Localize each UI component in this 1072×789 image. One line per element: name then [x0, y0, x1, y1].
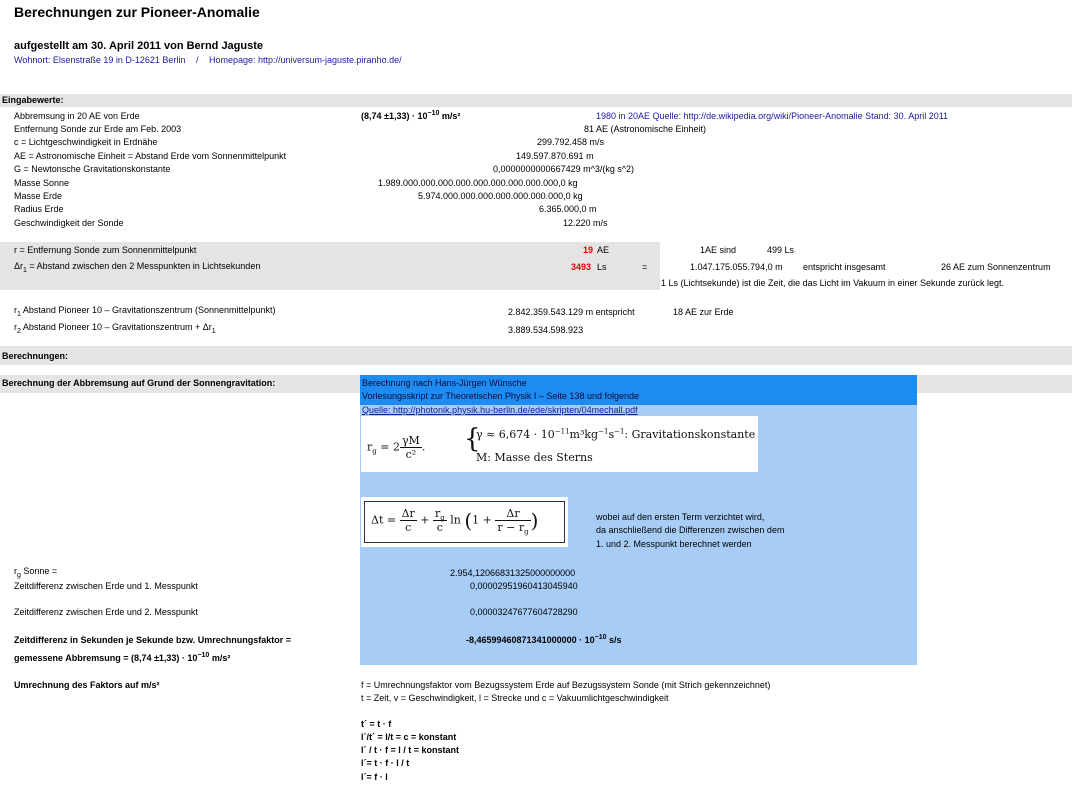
dt-term3	[495, 507, 530, 537]
address-text: Wohnort: Elsenstraße 19 in D-12621 Berlin	[14, 55, 186, 65]
gamma-exp3: −1	[614, 427, 625, 436]
ae-sind-value: 499 Ls	[767, 245, 795, 255]
calc-band	[0, 346, 1072, 365]
input-label-radius-erde: Radius Erde	[14, 204, 64, 214]
dt-plus: +	[416, 513, 433, 527]
ls-note: 1 Ls (Lichtsekunde) ist die Zeit, die das Licht im Vakuum in einer Sekunde zurück legt.	[661, 278, 1005, 288]
rg-symbol-sub: g	[372, 447, 377, 456]
r2-label	[14, 322, 216, 333]
dt-t1-num: Δr	[401, 507, 415, 520]
rg-symbol: r	[367, 440, 373, 454]
gamma-s: s	[608, 428, 615, 441]
dr-sub: 1	[23, 266, 27, 274]
dt-t1-den: c	[405, 521, 412, 534]
note-line1: wobei auf den ersten Term verzichtet wird,	[596, 512, 765, 522]
dt-paren-open: (	[464, 508, 473, 533]
conversion-eq3: l´ / t · f = l / t = konstant	[361, 745, 460, 755]
conversion-eq2: l´/t´ = l/t = c = konstant	[361, 732, 457, 742]
rg-den: c²	[405, 448, 417, 461]
abbremsung-unit: m/s²	[439, 111, 461, 121]
r-value: 19	[583, 245, 594, 255]
ref-line1: Berechnung nach Hans-Jürgen Wünsche	[362, 378, 527, 388]
r2-sub: 2	[17, 327, 21, 335]
formula-rg-lhs	[367, 434, 425, 461]
entspricht-value: 26 AE zum Sonnenzentrum	[941, 262, 1051, 272]
dr-symbol: Δr	[14, 261, 24, 271]
header-separator: /	[195, 55, 199, 65]
measured-text: gemessene Abbremsung = (8,74 ±1,33) · 10	[14, 653, 198, 663]
input-value-masse-erde: 5.974.000.000.000.000.000.000.000,0 kg	[418, 191, 583, 201]
r-unit: AE	[597, 245, 610, 255]
dr-label-text: = Abstand zwischen den 2 Messpunkten in Lichtsekunden	[26, 261, 261, 271]
dt-t2-sub: g	[440, 514, 445, 523]
gamma-text: γ ≈ 6,674 · 10	[476, 428, 555, 441]
dt-t2-r: r	[435, 507, 441, 520]
input-label-c: c = Lichtgeschwindigkeit in Erdnähe	[14, 137, 158, 147]
dt-t3-den-sub: g	[524, 528, 529, 537]
r1-label	[14, 305, 276, 316]
input-value-entfernung: 81 AE (Astronomische Einheit)	[584, 124, 707, 134]
r1-sub: 1	[17, 310, 21, 318]
dt-t3-den-text: r − r	[497, 521, 525, 534]
measured-exp: −10	[197, 652, 210, 659]
rg-eq: = 2	[376, 440, 400, 454]
dt-one-plus: 1 +	[472, 513, 496, 527]
formula-dt	[361, 497, 568, 547]
abbremsung-exp: −10	[427, 110, 440, 117]
input-value-masse-sonne: 1.989.000.000.000.000.000.000.000.000.000,0 kg	[378, 178, 578, 188]
abbremsung-value: (8,74 ±1,33) · 10	[361, 111, 428, 121]
dt-t2-den: c	[436, 521, 443, 534]
inputs-heading: Eingabewerte:	[2, 95, 64, 105]
homepage-link[interactable]: Homepage: http://universum-jaguste.piranho.de/	[208, 55, 402, 65]
input-label-masse-sonne: Masse Sonne	[14, 178, 70, 188]
dt-lhs: Δt =	[371, 513, 400, 527]
factor-unit: s/s	[606, 635, 622, 645]
dr-meters: 1.047.175.055.794,0 m	[690, 262, 783, 272]
ae-sind-label: 1AE sind	[700, 245, 737, 255]
zd1-value: 0,00002951960413045940	[470, 581, 578, 591]
formula-dt-expr	[371, 507, 539, 537]
dt-t2-num	[433, 507, 447, 521]
input-label-ae: AE = Astronomische Einheit = Abstand Erde vom Sonnenmittelpunkt	[14, 151, 287, 161]
r1-label-text: Abstand Pioneer 10 – Gravitationszentrum (Sonnenmittelpunkt)	[20, 305, 276, 315]
rg-sonne-sub: g	[17, 571, 21, 579]
zd1-label: Zeitdifferenz zwischen Erde und 1. Messpunkt	[14, 581, 198, 591]
input-label-masse-erde: Masse Erde	[14, 191, 63, 201]
r-label: r = Entfernung Sonde zum Sonnenmittelpunkt	[14, 245, 197, 255]
r1-value: 2.842.359.543.129 m entspricht	[508, 307, 635, 317]
dr-label	[14, 261, 260, 272]
formula-rg	[361, 416, 758, 472]
dr-equals: =	[642, 262, 648, 272]
rg-num: γM	[401, 434, 420, 447]
formula-gamma-line	[476, 429, 755, 440]
author-address	[14, 55, 402, 66]
input-label-geschwindigkeit: Geschwindigkeit der Sonde	[14, 218, 124, 228]
dt-t3-den	[495, 521, 530, 537]
dt-term1	[400, 507, 417, 534]
dr-unit: Ls	[597, 262, 607, 272]
factor-value	[466, 635, 622, 646]
gamma-desc: : Gravitationskonstante	[624, 428, 756, 441]
ref-line2: Vorlesungsskript zur Theoretischen Physik I – Seite 138 und folgende	[362, 391, 640, 401]
r1-symbol: r	[14, 305, 17, 315]
sun-heading: Berechnung der Abbremsung auf Grund der Sonnengravitation:	[2, 378, 276, 388]
dt-t3-num: Δr	[495, 507, 530, 521]
conversion-heading: Umrechnung des Faktors auf m/s²	[14, 680, 160, 690]
gamma-exp2: −1	[598, 427, 609, 436]
ref-line3-link[interactable]: Quelle: http://photonik.physik.hu-berlin.de/ede/skripten/04mechall.pdf	[362, 405, 638, 415]
dr-value: 3493	[571, 262, 592, 272]
input-value-g: 0,0000000000667429 m^3/(kg s^2)	[493, 164, 635, 174]
conversion-desc1: f = Umrechnungsfaktor vom Bezugssystem Erde auf Bezugssystem Sonde (mit Strich gekennzeichnet)	[361, 680, 771, 690]
factor-label: Zeitdifferenz in Sekunden je Sekunde bzw. Umrechnungsfaktor =	[14, 635, 291, 645]
rg-sonne-label	[14, 566, 57, 577]
page-title: Berechnungen zur Pioneer-Anomalie	[14, 4, 260, 20]
factor-exp: −10	[594, 634, 607, 641]
conversion-desc2: t = Zeit, v = Geschwindigkeit, l = Strecke und c = Vakuumlichtgeschwindigkeit	[361, 693, 669, 703]
zd2-value: 0,00003247677604728290	[470, 607, 578, 617]
dt-paren-close: )	[530, 508, 539, 533]
rg-fraction	[400, 434, 422, 461]
measured-unit: m/s²	[209, 653, 231, 663]
dt-term2	[433, 507, 447, 534]
formula-rg-brace: {	[464, 424, 481, 454]
dt-ln: ln	[446, 513, 465, 527]
rg-dot: .	[421, 440, 426, 454]
rg-sonne-symbol: r	[14, 566, 17, 576]
r2-symbol: r	[14, 322, 17, 332]
rg-sonne-value: 2.954,12066831325000000000	[450, 568, 576, 578]
measured-label	[14, 653, 230, 664]
input-value-c: 299.792.458 m/s	[537, 137, 605, 147]
r2-sub2: 1	[211, 327, 216, 335]
input-value-ae: 149.597.870.691 m	[516, 151, 594, 161]
input-value-abbremsung	[361, 111, 460, 122]
calc-heading: Berechnungen:	[2, 351, 69, 361]
entspricht-label: entspricht insgesamt	[803, 262, 886, 272]
input-value-geschwindigkeit: 12.220 m/s	[563, 218, 608, 228]
page-subtitle: aufgestellt am 30. April 2011 von Bernd Jaguste	[14, 40, 264, 52]
abbremsung-source: 1980 in 20AE Quelle: http://de.wikipedia.org/wiki/Pioneer-Anomalie Stand: 30. April 2011	[596, 111, 949, 121]
conversion-eq5: l´= f · l	[361, 772, 388, 782]
zd2-label: Zeitdifferenz zwischen Erde und 2. Messpunkt	[14, 607, 198, 617]
inputs-band	[0, 94, 1072, 107]
rg-sonne-text: Sonne =	[20, 566, 58, 576]
gamma-exp: −11	[554, 427, 570, 436]
input-label-entfernung: Entfernung Sonde zur Erde am Feb. 2003	[14, 124, 182, 134]
r2-value: 3.889.534.598.923	[508, 325, 584, 335]
input-label-g: G = Newtonsche Gravitationskonstante	[14, 164, 171, 174]
conversion-eq4: l´= t · f · l / t	[361, 758, 410, 768]
input-label-abbremsung: Abbremsung in 20 AE von Erde	[14, 111, 140, 121]
r1-ae: 18 AE zur Erde	[673, 307, 734, 317]
conversion-eq1: t´ = t · f	[361, 719, 392, 729]
factor-number: -8,46599460871341000000 · 10	[466, 635, 595, 645]
note-line2: da anschließend die Differenzen zwischen dem	[596, 525, 785, 535]
note-line3: 1. und 2. Messpunkt berechnet werden	[596, 539, 752, 549]
formula-m-line: M: Masse des Sterns	[476, 451, 593, 464]
r2-label-text: Abstand Pioneer 10 – Gravitationszentrum + Δr	[20, 322, 212, 332]
gamma-units: m³kg	[569, 428, 599, 441]
input-value-radius-erde: 6.365.000,0 m	[539, 204, 597, 214]
